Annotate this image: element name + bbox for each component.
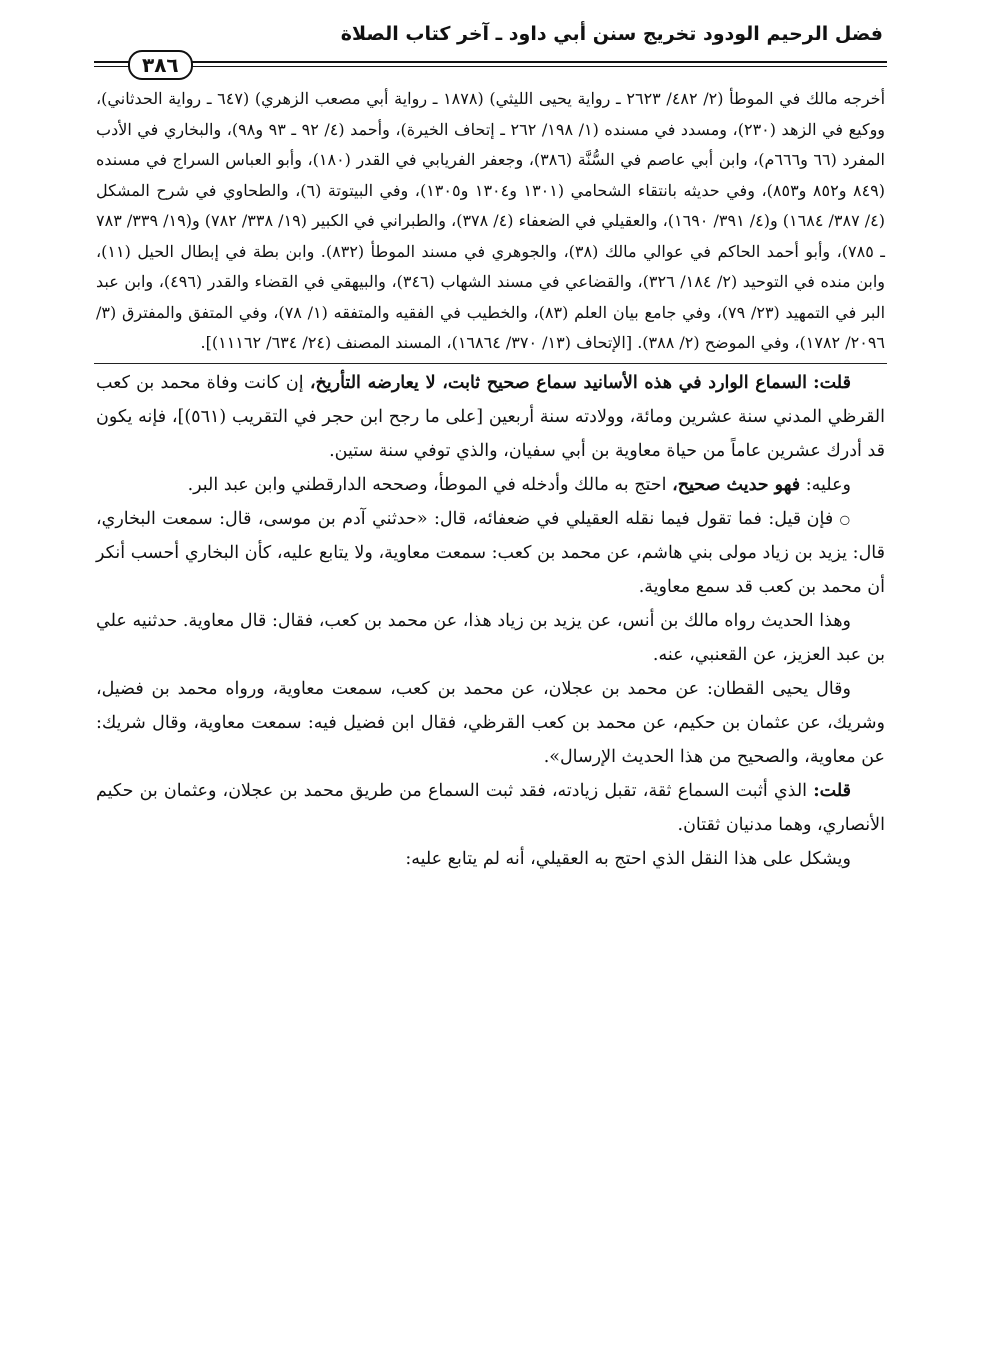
running-header (94, 20, 887, 48)
paragraph-7 (94, 842, 887, 876)
footnote-separator (94, 363, 887, 364)
paragraph-2-text: احتج به مالك وأدخله في الموطأ، وصححه الدارقطني وابن عبد البر. (187, 474, 667, 495)
paragraph-5-text: وقال يحيى القطان: عن محمد بن عجلان، عن محمد بن كعب، سمعت معاوية، ورواه محمد بن فضيل، وشريك، عن عثمان بن حكيم، عن محمد بن كعب القرظي، فقال ابن فضيل فيه: سمعت معاوية، وقال شريك: عن معاوية، والصحيح من هذا الحديث الإرسال». (96, 679, 885, 767)
book-page (94, 20, 887, 1327)
paragraph-1-text: إن كانت وفاة محمد بن كعب القرظي المدني سنة عشرين ومائة، وولادته سنة أربعين [على ما رجح ابن حجر في التقريب (٥٦١)]، فإنه يكون قد أدرك عشرين عاماً من حياة معاوية بن أبي سفيان، والذي توفي سنة ستين. (96, 372, 885, 461)
paragraph-6-text: الذي أثبت السماع ثقة، تقبل زيادته، فقد ثبت السماع من طريق محمد بن عجلان، وعثمان بن حكيم الأنصاري، وهما مدنيان ثقتان. (96, 781, 885, 835)
paragraph-6 (94, 774, 887, 842)
header-rule-thick (94, 61, 887, 63)
paragraph-2-bold: فهو حديث صحيح، (672, 474, 801, 495)
paragraph-1-lead: قلت: (813, 372, 851, 393)
main-text (94, 366, 887, 877)
paragraph-7-text: ويشكل على هذا النقل الذي احتج به العقيلي، أنه لم يتابع عليه: (405, 849, 851, 869)
paragraph-4 (94, 604, 887, 672)
paragraph-6-lead: قلت: (813, 781, 851, 801)
book-title: فضل الرحيم الودود تخريج سنن أبي داود ـ آخر كتاب الصلاة (340, 23, 883, 45)
paragraph-2-pre: وعليه: (805, 474, 851, 495)
bullet-circle-icon: ○ (839, 512, 851, 526)
paragraph-5 (94, 672, 887, 774)
paragraph-1 (94, 366, 887, 468)
header-rule (94, 52, 887, 82)
paragraph-3 (94, 502, 887, 605)
paragraph-2 (94, 468, 887, 502)
footnote-block: أخرجه مالك في الموطأ (٢/ ٤٨٢/ ٢٦٢٣ ـ رواية يحيى الليثي) (١٨٧٨ ـ رواية أبي مصعب الزهري) (٦٤٧ ـ رواية الحدثاني)، ووكيع في الزهد (٢٣٠)، ومسدد في مسنده (١/ ١٩٨/ ٢٦٢ ـ إتحاف الخيرة)، وأحمد (٤/ ٩٢ ـ ٩٣ و٩٨)، والبخاري في الأدب المفرد (٦٦ و٦٦٦م)، وابن أبي عاصم في السُّنَّة (٣٨٦)، وجعفر الفريابي في القدر (١٨٠)، وأبو العباس السراج في مسنده (٨٤٩ و٨٥٢ و٨٥٣)، وفي حديثه بانتقاء الشحامي (١٣٠١ و١٣٠٤ و١٣٠٥)، وفي البيتوتة (٦)، والطحاوي في شرح المشكل (٤/ ٣٨٧/ ١٦٨٤) و(٤/ ٣٩١/ ١٦٩٠)، والعقيلي في الضعفاء (٤/ ٣٧٨)، والطبراني في الكبير (١٩/ ٣٣٨/ ٧٨٢) و(١٩/ ٣٣٩/ ٧٨٣ ـ ٧٨٥)، وأبو أحمد الحاكم في عوالي مالك (٣٨)، والجوهري في مسند الموطأ (٨٣٢). وابن بطة في إبطال الحيل (١١)، وابن منده في التوحيد (٢/ ١٨٤/ ٣٢٦)، والقضاعي في مسند الشهاب (٣٤٦)، والبيهقي في القضاء والقدر (٤٩٦)، وابن عبد البر في التمهيد (٢٣/ ٧٩)، وفي جامع بيان العلم (٨٣)، والخطيب في الفقيه والمتفقه (١/ ٧٨)، وفي المتفق والمفترق (٣/ ٢٠٩٦/ ١٧٨٢)، وفي الموضح (٢/ ٣٨٨). [الإتحاف (١٣/ ٣٧٠/ ١٦٨٦٤)، المسند المصنف (٢٤/ ٦٣٤/ ١١١٦٢)]. (96, 89, 886, 352)
page-number: ٣٨٦ (128, 50, 193, 80)
paragraph-4-text: وهذا الحديث رواه مالك بن أنس، عن يزيد بن زياد هذا، عن محمد بن كعب، فقال: قال معاوية. حدثنيه علي بن عبد العزيز، عن القعنبي، عنه. (96, 611, 885, 665)
paragraph-3-text: فإن قيل: فما تقول فيما نقله العقيلي في ضعفائه، قال: «حدثني آدم بن موسى، قال: سمعت البخاري، قال: يزيد بن زياد مولى بني هاشم، عن محمد بن كعب: سمعت معاوية، ولا يتابع عليه، كأن البخاري أحسب أنكر أن محمد بن كعب قد سمع معاوية. (96, 508, 885, 597)
header-rule-thin (94, 66, 887, 67)
paragraph-1-bold: السماع الوارد في هذه الأسانيد سماع صحيح ثابت، لا يعارضه التأريخ، (309, 372, 807, 393)
